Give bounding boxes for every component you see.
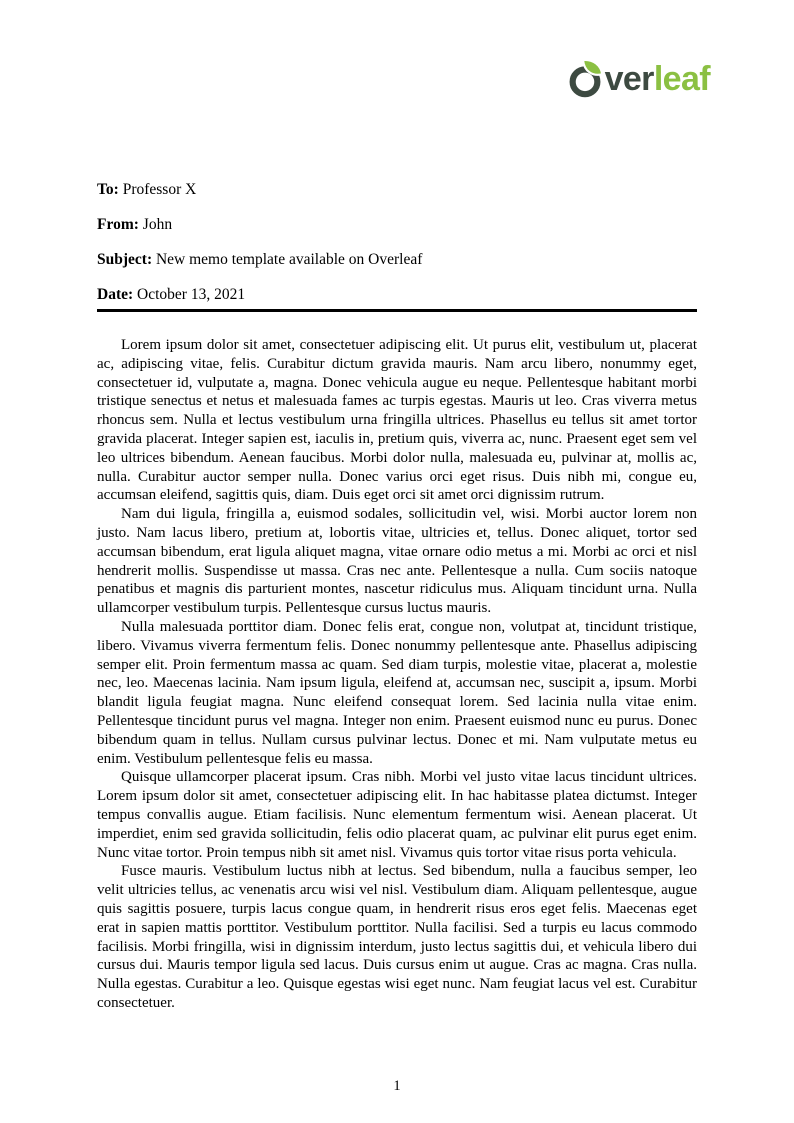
memo-field-from-value: John — [142, 216, 173, 233]
memo-field-from — [97, 215, 697, 234]
memo-field-date-label: Date: — [97, 286, 134, 303]
divider-rule — [97, 309, 697, 312]
memo-field-subject-label: Subject: — [97, 251, 153, 268]
overleaf-logo — [566, 60, 710, 98]
logo-text-green: leaf — [653, 60, 710, 98]
body-paragraph-2: Nam dui ligula, fringilla a, euismod sodales, sollicitudin vel, wisi. Morbi auctor lorem non justo. Nam lacus libero, pretium at, lobortis vitae, ultricies et, tellus. Donec aliquet, tortor sed accumsan bibendum, erat ligula aliquet magna, vitae ornare odio metus a mi. Morbi ac orci et nisl hendrerit mollis. Suspendisse ut massa. Cras nec ante. Pellentesque a nulla. Cum sociis natoque penatibus et magnis dis parturient montes, nascetur ridiculus mus. Aliquam tincidunt urna. Nulla ullamcorper vestibulum turpis. Pellentesque cursus luctus mauris. — [97, 506, 697, 617]
logo-text-dark: ver — [604, 60, 654, 98]
memo-field-date — [97, 285, 697, 304]
memo-field-to — [97, 180, 697, 199]
memo-header — [97, 180, 697, 320]
page-number: 1 — [393, 1078, 401, 1094]
memo-field-to-label: To: — [97, 181, 119, 198]
body-paragraph-5: Fusce mauris. Vestibulum luctus nibh at lectus. Sed bibendum, nulla a faucibus semper, leo velit ultricies tellus, ac venenatis arcu wisi vel nisl. Vestibulum diam. Aliquam pellentesque, augue quis sagittis posuere, turpis lacus congue quam, in hendrerit risus eros eget felis. Maecenas eget erat in sapien mattis porttitor. Vestibulum porttitor. Nulla facilisi. Sed a turpis eu lacus commodo facilisis. Morbi fringilla, wisi in dignissim interdum, justo lectus sagittis dui, et vehicula libero dui cursus dui. Mauris tempor ligula sed lacus. Duis cursus enim ut augue. Cras ac magna. Cras nulla. Nulla egestas. Curabitur a leo. Quisque egestas wisi eget nunc. Nam feugiat lacus vel est. Curabitur consectetuer. — [97, 863, 697, 1011]
memo-field-date-value: October 13, 2021 — [137, 286, 246, 303]
overleaf-o-leaf-icon — [566, 60, 604, 98]
body-paragraph-3: Nulla malesuada porttitor diam. Donec felis erat, congue non, volutpat at, tincidunt tristique, libero. Vivamus viverra fermentum felis. Donec nonummy pellentesque ante. Phasellus adipiscing semper elit. Proin fermentum massa ac quam. Sed diam turpis, molestie vitae, placerat a, molestie nec, leo. Maecenas lacinia. Nam ipsum ligula, eleifend at, accumsan nec, suscipit a, ipsum. Morbi blandit ligula feugiat magna. Nunc eleifend consequat lorem. Sed lacinia nulla vitae enim. Pellentesque tincidunt purus vel magna. Integer non enim. Praesent euismod nunc eu purus. Donec bibendum quam in tellus. Nullam cursus pulvinar lectus. Donec et mi. Nam vulputate metus eu enim. Vestibulum pellentesque felis eu massa. — [97, 618, 697, 767]
memo-field-subject — [97, 250, 697, 269]
memo-field-subject-value: New memo template available on Overleaf — [155, 251, 423, 268]
body-paragraph-1: Lorem ipsum dolor sit amet, consectetuer adipiscing elit. Ut purus elit, vestibulum ut, placerat ac, adipiscing vitae, felis. Curabitur dictum gravida mauris. Nam arcu libero, nonummy eget, consectetuer id, vulputate a, magna. Donec vehicula augue eu neque. Pellentesque habitant morbi tristique senectus et netus et malesuada fames ac turpis egestas. Mauris ut leo. Cras viverra metus rhoncus sem. Nulla et lectus vestibulum urna fringilla ultrices. Phasellus eu tellus sit amet tortor gravida placerat. Integer sapien est, iaculis in, pretium quis, viverra ac, nunc. Praesent eget sem vel leo ultrices bibendum. Aenean faucibus. Morbi dolor nulla, malesuada eu, pulvinar at, mollis ac, nulla. Curabitur auctor semper nulla. Donec varius orci eget risus. Duis nibh mi, congue eu, accumsan eleifend, sagittis quis, diam. Duis eget orci sit amet orci dignissim rutrum. — [97, 337, 697, 504]
body-paragraph-4: Quisque ullamcorper placerat ipsum. Cras nibh. Morbi vel justo vitae lacus tincidunt ultrices. Lorem ipsum dolor sit amet, consectetuer adipiscing elit. In hac habitasse platea dictumst. Integer tempus convallis augue. Etiam facilisis. Nunc elementum fermentum wisi. Aenean placerat. Ut imperdiet, enim sed gravida sollicitudin, felis odio placerat quam, ac pulvinar elit purus eget enim. Nunc vitae tortor. Proin tempus nibh sit amet nisl. Vivamus quis tortor vitae risus porta vehicula. — [97, 769, 697, 861]
memo-body — [97, 336, 697, 1013]
memo-field-to-value: Professor X — [122, 181, 197, 198]
memo-field-from-label: From: — [97, 216, 139, 233]
